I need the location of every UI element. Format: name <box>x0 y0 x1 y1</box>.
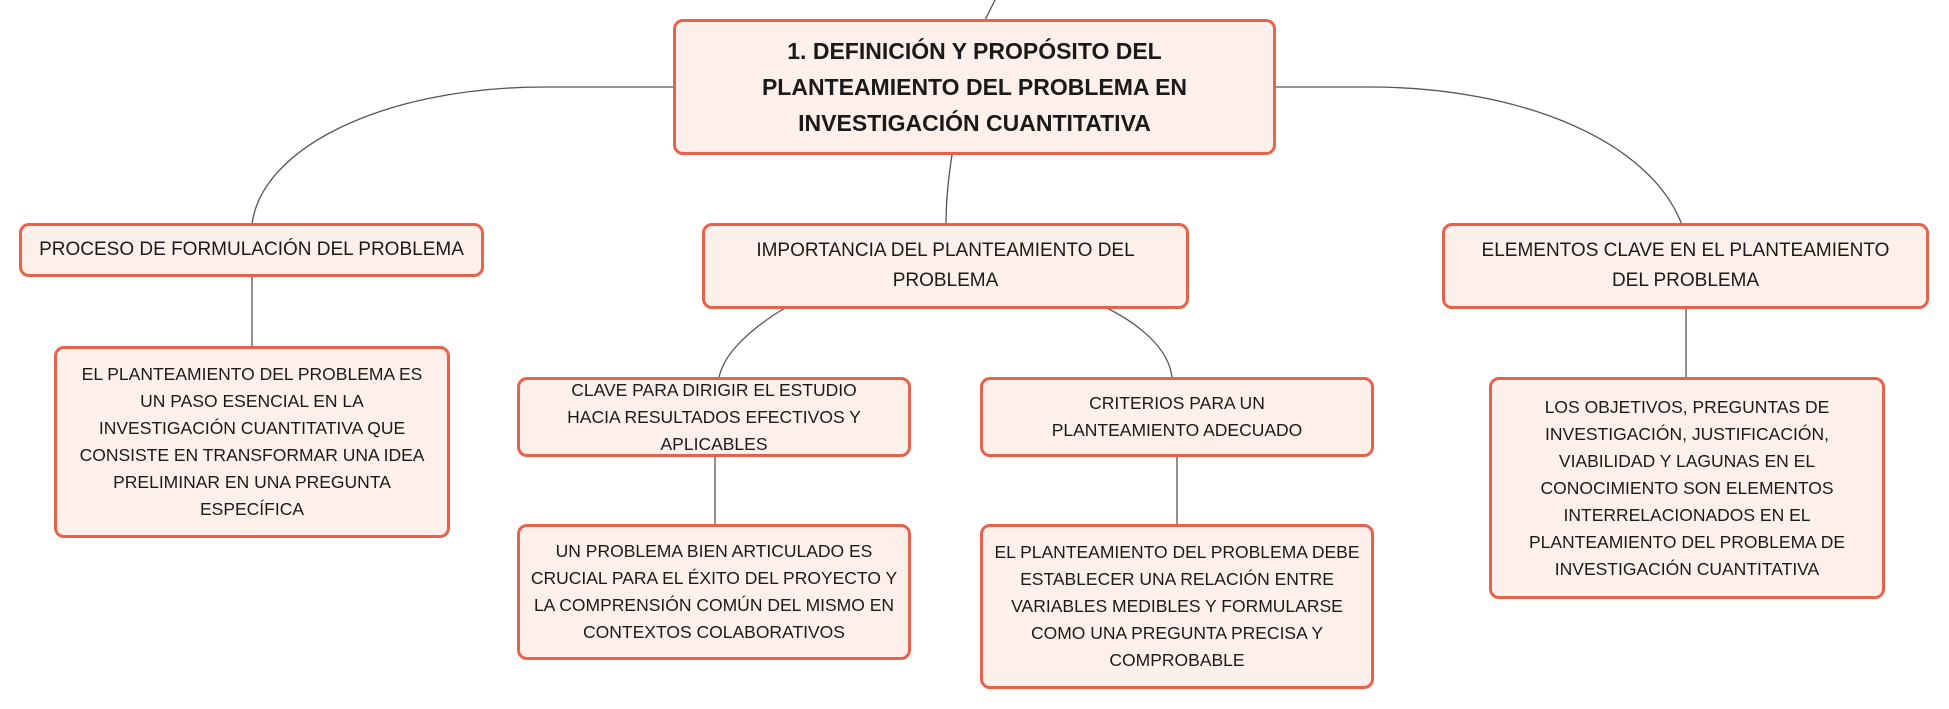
branch-importancia-label: IMPORTANCIA DEL PLANTEAMIENTO DEL PROBLEMA <box>756 240 1135 291</box>
leaf-elementos-detalle-text: LOS OBJETIVOS, PREGUNTAS DE INVESTIGACIÓN, JUSTIFICACIÓN, VIABILIDAD Y LAGUNAS EN EL CONOCIMIENTO SON ELEMENTOS INTERRELACIONADOS EN EL PLANTEAMIENTO DEL PROBLEMA DE INVESTIGACIÓN CUANTITATIVA <box>1528 396 1846 579</box>
connector-root-to-proceso <box>252 87 673 225</box>
connector-importancia-to-clave <box>719 308 785 378</box>
subtopic-clave-dirigir-label: CLAVE PARA DIRIGIR EL ESTUDIO HACIA RESULTADOS EFECTIVOS Y APLICABLES <box>567 379 861 454</box>
subtopic-criterios[interactable] <box>980 377 1374 457</box>
leaf-clave-detalle-text: UN PROBLEMA BIEN ARTICULADO ES CRUCIAL PARA EL ÉXITO DEL PROYECTO Y LA COMPRENSIÓN COMÚN DEL MISMO EN CONTEXTOS COLABORATIVOS <box>530 541 898 642</box>
subtopic-criterios-label: CRITERIOS PARA UN PLANTEAMIENTO ADECUADO <box>1051 393 1303 440</box>
connector-parent-to-root <box>985 0 995 20</box>
leaf-proceso-detalle[interactable] <box>54 346 450 538</box>
connector-root-to-importancia <box>946 155 952 225</box>
leaf-clave-detalle[interactable] <box>517 524 911 660</box>
branch-importancia[interactable] <box>702 223 1189 309</box>
branch-proceso-formulacion-label: PROCESO DE FORMULACIÓN DEL PROBLEMA <box>39 239 464 260</box>
connector-root-to-elementos <box>1275 87 1682 225</box>
branch-elementos-clave[interactable] <box>1442 223 1929 309</box>
root-topic[interactable] <box>673 19 1276 155</box>
leaf-criterios-detalle-text: EL PLANTEAMIENTO DEL PROBLEMA DEBE ESTABLECER UNA RELACIÓN ENTRE VARIABLES MEDIBLES Y FORMULARSE COMO UNA PREGUNTA PRECISA Y COMPROBABLE <box>994 542 1360 670</box>
branch-proceso-formulacion[interactable] <box>19 223 484 277</box>
leaf-proceso-detalle-text: EL PLANTEAMIENTO DEL PROBLEMA ES UN PASO ESENCIAL EN LA INVESTIGACIÓN CUANTITATIVA QUE CONSISTE EN TRANSFORMAR UNA IDEA PRELIMINAR EN UNA PREGUNTA ESPECÍFICA <box>79 364 425 519</box>
branch-elementos-clave-label: ELEMENTOS CLAVE EN EL PLANTEAMIENTO DEL PROBLEMA <box>1481 240 1890 291</box>
root-topic-label: 1. DEFINICIÓN Y PROPÓSITO DEL PLANTEAMIENTO DEL PROBLEMA EN INVESTIGACIÓN CUANTITATIVA <box>761 38 1188 136</box>
subtopic-clave-dirigir[interactable] <box>517 377 911 457</box>
leaf-criterios-detalle[interactable] <box>980 524 1374 689</box>
leaf-elementos-detalle[interactable] <box>1489 377 1885 599</box>
connector-importancia-to-criterios <box>1107 308 1172 378</box>
